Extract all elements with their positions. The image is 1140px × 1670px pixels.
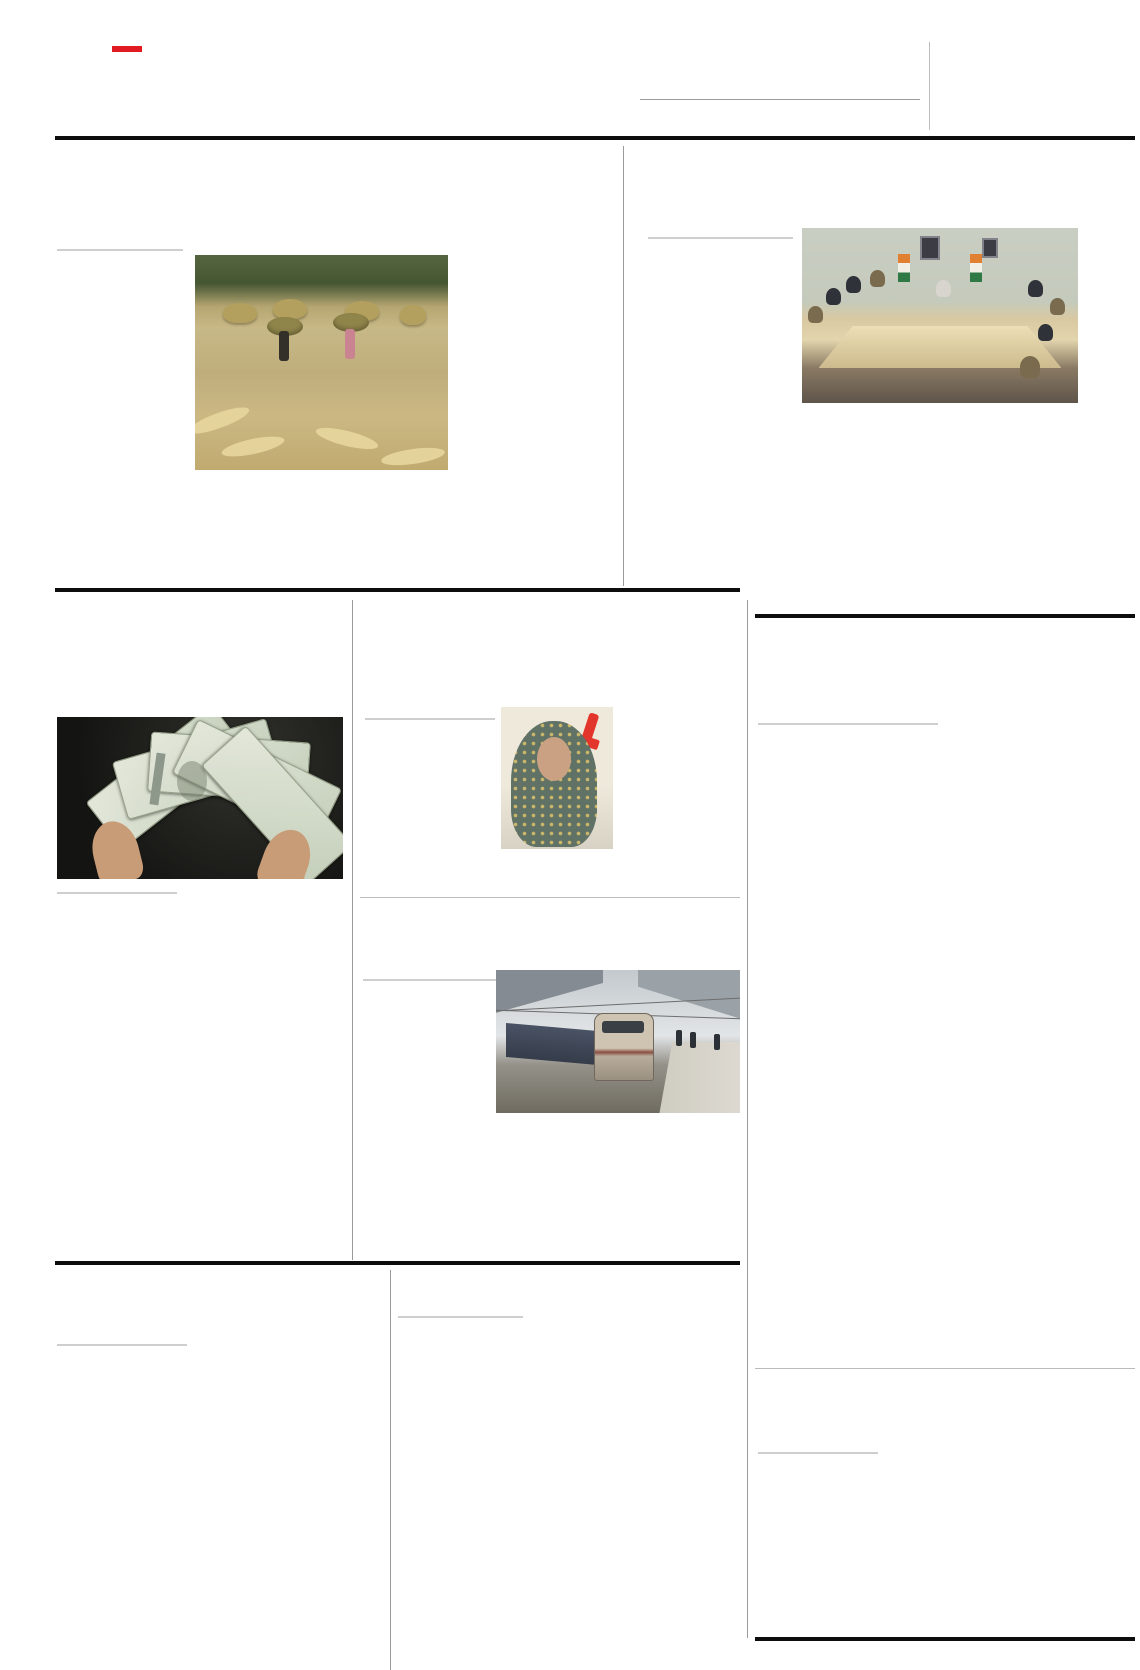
article-column xyxy=(947,411,1135,611)
person-figure xyxy=(690,1032,696,1048)
photo-shape xyxy=(314,423,380,453)
article-lg-gupta xyxy=(635,146,1135,612)
article-column xyxy=(513,1339,620,1667)
article-column xyxy=(623,741,738,893)
column-rule xyxy=(390,1270,391,1670)
article-column xyxy=(57,915,195,1259)
wall-portrait xyxy=(920,236,940,260)
article-column xyxy=(363,1000,491,1262)
byline xyxy=(398,1313,523,1318)
column-rule xyxy=(352,600,353,1260)
photo-shape xyxy=(177,761,207,801)
article-maha-navami xyxy=(55,1265,385,1670)
byline xyxy=(758,720,938,725)
photo-shape xyxy=(195,403,252,439)
masthead-kicker xyxy=(112,46,142,52)
article-paddy-yield xyxy=(55,146,615,586)
byline xyxy=(57,889,177,894)
farmer-figure xyxy=(279,331,289,361)
article-railway-fines xyxy=(360,897,740,1264)
website-links xyxy=(543,103,556,133)
article-dussehra xyxy=(755,614,1135,1372)
article-column xyxy=(802,411,945,611)
byline xyxy=(758,1449,878,1454)
byline xyxy=(57,246,183,251)
article-column xyxy=(621,1126,740,1262)
article-column xyxy=(648,258,795,608)
photo-shape xyxy=(537,737,571,781)
person-figure xyxy=(870,270,885,287)
article-hurriyat-office xyxy=(755,1368,1135,1641)
person-figure xyxy=(676,1030,682,1046)
photo-shape xyxy=(638,970,740,1019)
article-column xyxy=(501,853,619,895)
person-figure xyxy=(936,280,951,297)
article-column xyxy=(57,1365,215,1667)
article-stray-dogs xyxy=(395,1265,740,1670)
byline xyxy=(648,234,793,239)
byline xyxy=(57,1341,187,1346)
person-figure xyxy=(1020,356,1040,378)
article-column xyxy=(195,478,317,584)
article-column xyxy=(225,1365,383,1667)
mehbooba-mufti-portrait-photo xyxy=(501,707,613,849)
india-flag xyxy=(898,254,910,282)
railway-station-train-photo xyxy=(496,970,740,1113)
person-figure xyxy=(826,288,841,305)
header-divider xyxy=(640,99,920,100)
train-wagons xyxy=(506,1023,599,1065)
person-figure xyxy=(808,306,823,323)
photo-shape xyxy=(380,445,445,469)
photo-shape xyxy=(273,299,307,319)
person-figure xyxy=(1038,324,1053,341)
paddy-harvest-field-photo xyxy=(195,255,448,470)
person-figure xyxy=(1050,298,1065,315)
article-column xyxy=(628,1339,738,1667)
india-flag xyxy=(970,254,982,282)
article-column xyxy=(497,1126,613,1262)
photo-shape xyxy=(602,1021,644,1033)
person-figure xyxy=(714,1034,720,1050)
lg-review-meeting-photo xyxy=(802,228,1078,403)
currency-notes-photo xyxy=(57,717,343,879)
header-vertical-divider xyxy=(929,42,930,130)
site-link[interactable] xyxy=(543,118,556,133)
epaper-link[interactable] xyxy=(543,103,556,118)
article-column xyxy=(455,256,613,586)
person-figure xyxy=(1028,280,1043,297)
article-column xyxy=(207,915,343,1259)
article-column xyxy=(365,741,497,893)
article-mehbooba-bjp xyxy=(360,595,740,897)
farmer-figure xyxy=(345,329,355,359)
header-rule xyxy=(55,136,1135,140)
byline xyxy=(365,715,495,720)
photo-shape xyxy=(400,305,426,325)
photo-shape xyxy=(220,433,286,461)
article-column xyxy=(57,272,188,584)
wall-portrait xyxy=(982,238,998,258)
article-column xyxy=(758,1475,940,1631)
article-da-dr-hike xyxy=(55,595,345,1265)
article-column xyxy=(398,1339,505,1667)
station-platform xyxy=(659,1042,740,1114)
column-rule xyxy=(623,146,624,586)
column-rule xyxy=(747,600,748,1638)
photo-shape xyxy=(223,303,257,323)
article-column xyxy=(950,746,1135,1364)
article-column xyxy=(950,1475,1135,1631)
article-column xyxy=(758,746,940,1364)
person-figure xyxy=(846,276,861,293)
article-column xyxy=(326,478,448,584)
